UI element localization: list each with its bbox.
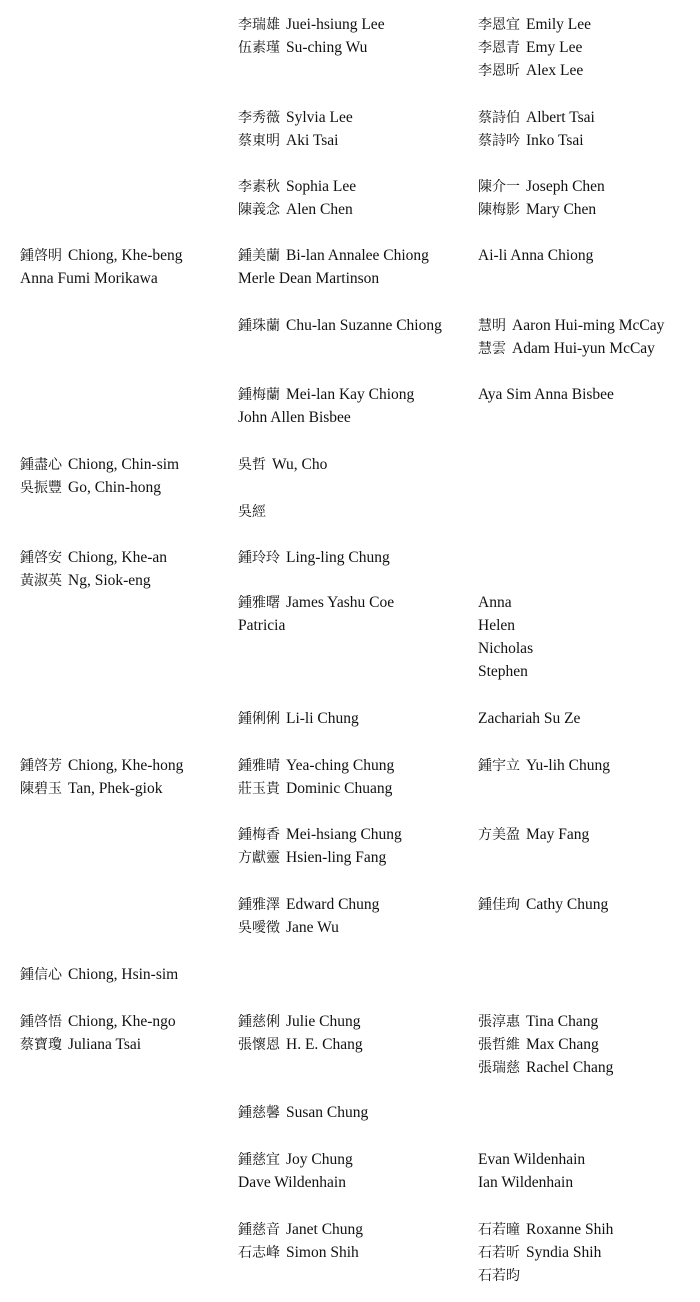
- chinese-name: 黃淑英: [20, 573, 62, 589]
- generation-child-column: [238, 500, 476, 523]
- generation-grandchild-column: [478, 106, 700, 152]
- english-name: Su-ching Wu: [286, 39, 368, 56]
- chinese-name: 李秀薇: [238, 110, 280, 126]
- english-name: Ng, Siok-eng: [68, 572, 151, 589]
- person-entry: [20, 754, 230, 777]
- person-entry: [478, 1264, 700, 1287]
- english-name: Emy Lee: [526, 39, 583, 56]
- generation-child-column: [238, 383, 476, 429]
- generation-child-column: [238, 1148, 476, 1194]
- person-entry: [478, 1056, 700, 1079]
- english-name: Julie Chung: [286, 1013, 361, 1030]
- generation-child-column: [238, 546, 476, 569]
- english-name: Anna: [478, 594, 512, 611]
- person-entry: [478, 754, 700, 777]
- chinese-name: 蔡寶瓊: [20, 1037, 62, 1053]
- person-entry: [238, 546, 476, 569]
- english-name: Merle Dean Martinson: [238, 270, 380, 287]
- generation-child-column: [238, 1101, 476, 1124]
- person-entry: [238, 175, 476, 198]
- chinese-name: 陳義念: [238, 202, 280, 218]
- english-name: May Fang: [526, 826, 590, 843]
- generation-child-column: [238, 453, 476, 476]
- english-name: Ian Wildenhain: [478, 1174, 574, 1191]
- person-entry: [238, 707, 476, 730]
- chinese-name: 吳振豐: [20, 480, 62, 496]
- chinese-name: 鍾玲玲: [238, 550, 280, 566]
- person-entry: [238, 383, 476, 406]
- english-name: Simon Shih: [286, 1244, 359, 1261]
- chinese-name: 李素秋: [238, 179, 280, 195]
- chinese-name: 鍾啓芳: [20, 758, 62, 774]
- chinese-name: 鍾美蘭: [238, 248, 280, 264]
- english-name: Dave Wildenhain: [238, 1174, 346, 1191]
- person-entry: [238, 1171, 476, 1194]
- english-name: Mary Chen: [526, 201, 597, 218]
- person-entry: [238, 13, 476, 36]
- generation-grandchild-column: [478, 175, 700, 221]
- person-entry: [238, 129, 476, 152]
- chinese-name: 李恩昕: [478, 63, 520, 79]
- person-entry: [238, 916, 476, 939]
- english-name: Jane Wu: [286, 919, 339, 936]
- generation-child-column: [238, 1010, 476, 1056]
- chinese-name: 吳哲: [238, 457, 266, 473]
- person-entry: [238, 846, 476, 869]
- chinese-name: 鍾雅澤: [238, 897, 280, 913]
- chinese-name: 鍾梅蘭: [238, 387, 280, 403]
- generation-grandchild-column: [478, 823, 700, 846]
- english-name: Juliana Tsai: [68, 1036, 142, 1053]
- person-entry: [238, 1033, 476, 1056]
- person-entry: [238, 1148, 476, 1171]
- chinese-name: 慧明: [478, 318, 506, 334]
- chinese-name: 慧雲: [478, 341, 506, 357]
- english-name: Anna Fumi Morikawa: [20, 270, 158, 287]
- person-entry: [478, 129, 700, 152]
- person-entry: [20, 453, 230, 476]
- chinese-name: 陳介一: [478, 179, 520, 195]
- chinese-name: 李恩宜: [478, 17, 520, 33]
- person-entry: [238, 1218, 476, 1241]
- english-name: Zachariah Su Ze: [478, 710, 581, 727]
- person-entry: [478, 614, 700, 637]
- generation-parent-column: [20, 754, 230, 800]
- english-name: Aki Tsai: [286, 132, 339, 149]
- english-name: Evan Wildenhain: [478, 1151, 586, 1168]
- english-name: Patricia: [238, 617, 286, 634]
- person-entry: [238, 893, 476, 916]
- english-name: Stephen: [478, 663, 528, 680]
- chinese-name: 陳碧玉: [20, 781, 62, 797]
- english-name: Yu-lih Chung: [526, 757, 610, 774]
- person-entry: [478, 707, 700, 730]
- chinese-name: 方獻靈: [238, 850, 280, 866]
- chinese-name: 張哲維: [478, 1037, 520, 1053]
- generation-child-column: [238, 1218, 476, 1264]
- chinese-name: 李恩青: [478, 40, 520, 56]
- generation-grandchild-column: [478, 707, 700, 730]
- english-name: Albert Tsai: [526, 109, 595, 126]
- english-name: Alen Chen: [286, 201, 353, 218]
- generation-child-column: [238, 754, 476, 800]
- person-entry: [478, 1218, 700, 1241]
- person-entry: [20, 1010, 230, 1033]
- english-name: Susan Chung: [286, 1104, 369, 1121]
- person-entry: [478, 591, 700, 614]
- person-entry: [238, 406, 476, 429]
- english-name: Chiong, Khe-hong: [68, 757, 184, 774]
- english-name: Tan, Phek-giok: [68, 780, 163, 797]
- english-name: Chu-lan Suzanne Chiong: [286, 317, 442, 334]
- person-entry: [238, 1010, 476, 1033]
- english-name: James Yashu Coe: [286, 594, 395, 611]
- person-entry: [238, 244, 476, 267]
- generation-parent-column: [20, 1010, 230, 1056]
- person-entry: [238, 614, 476, 637]
- english-name: Joseph Chen: [526, 178, 605, 195]
- chinese-name: 鍾珠蘭: [238, 318, 280, 334]
- chinese-name: 吳噯徵: [238, 920, 280, 936]
- chinese-name: 鍾啓安: [20, 550, 62, 566]
- generation-parent-column: [20, 244, 230, 290]
- generation-child-column: [238, 13, 476, 59]
- chinese-name: 石若昕: [478, 1245, 520, 1261]
- chinese-name: 石志峰: [238, 1245, 280, 1261]
- english-name: Adam Hui-yun McCay: [512, 340, 655, 357]
- english-name: Sylvia Lee: [286, 109, 353, 126]
- person-entry: [238, 36, 476, 59]
- english-name: Helen: [478, 617, 516, 634]
- english-name: Syndia Shih: [526, 1244, 602, 1261]
- english-name: Chiong, Hsin-sim: [68, 966, 179, 983]
- generation-grandchild-column: [478, 1010, 700, 1079]
- chinese-name: 鍾慈馨: [238, 1105, 280, 1121]
- english-name: Nicholas: [478, 640, 534, 657]
- generation-grandchild-column: [478, 13, 700, 82]
- english-name: Mei-hsiang Chung: [286, 826, 402, 843]
- generation-grandchild-column: [478, 383, 700, 406]
- english-name: Go, Chin-hong: [68, 479, 161, 496]
- generation-child-column: [238, 707, 476, 730]
- person-entry: [20, 1033, 230, 1056]
- person-entry: [238, 777, 476, 800]
- english-name: Edward Chung: [286, 896, 380, 913]
- person-entry: [238, 267, 476, 290]
- chinese-name: 方美盈: [478, 827, 520, 843]
- person-entry: [238, 500, 476, 523]
- person-entry: [20, 244, 230, 267]
- person-entry: [478, 1148, 700, 1171]
- person-entry: [478, 314, 700, 337]
- english-name: Chiong, Khe-an: [68, 549, 168, 566]
- english-name: Sophia Lee: [286, 178, 357, 195]
- generation-child-column: [238, 591, 476, 637]
- generation-grandchild-column: [478, 1218, 700, 1287]
- generation-child-column: [238, 175, 476, 221]
- english-name: H. E. Chang: [286, 1036, 363, 1053]
- english-name: Juei-hsiung Lee: [286, 16, 385, 33]
- person-entry: [478, 1033, 700, 1056]
- chinese-name: 伍素瑾: [238, 40, 280, 56]
- chinese-name: 鍾慈俐: [238, 1014, 280, 1030]
- chinese-name: 石若昀: [478, 1268, 520, 1284]
- english-name: Hsien-ling Fang: [286, 849, 387, 866]
- person-entry: [478, 1241, 700, 1264]
- generation-child-column: [238, 244, 476, 290]
- generation-child-column: [238, 823, 476, 869]
- chinese-name: 石若曈: [478, 1222, 520, 1238]
- person-entry: [478, 637, 700, 660]
- person-entry: [238, 314, 476, 337]
- person-entry: [478, 1171, 700, 1194]
- chinese-name: 吳經: [238, 504, 266, 520]
- person-entry: [238, 591, 476, 614]
- person-entry: [478, 36, 700, 59]
- person-entry: [20, 546, 230, 569]
- chinese-name: 鍾啓明: [20, 248, 62, 264]
- chinese-name: 陳梅影: [478, 202, 520, 218]
- chinese-name: 蔡詩伯: [478, 110, 520, 126]
- person-entry: [478, 106, 700, 129]
- person-entry: [478, 823, 700, 846]
- person-entry: [478, 198, 700, 221]
- english-name: Ling-ling Chung: [286, 549, 390, 566]
- person-entry: [478, 893, 700, 916]
- chinese-name: 鍾梅香: [238, 827, 280, 843]
- generation-child-column: [238, 893, 476, 939]
- chinese-name: 鍾佳珣: [478, 897, 520, 913]
- generation-grandchild-column: [478, 591, 700, 683]
- person-entry: [238, 198, 476, 221]
- english-name: Dominic Chuang: [286, 780, 393, 797]
- person-entry: [20, 777, 230, 800]
- english-name: Bi-lan Annalee Chiong: [286, 247, 429, 264]
- chinese-name: 鍾慈宜: [238, 1152, 280, 1168]
- english-name: Wu, Cho: [272, 456, 328, 473]
- chinese-name: 鍾慈音: [238, 1222, 280, 1238]
- generation-parent-column: [20, 546, 230, 592]
- person-entry: [478, 13, 700, 36]
- person-entry: [478, 337, 700, 360]
- english-name: Li-li Chung: [286, 710, 359, 727]
- english-name: Emily Lee: [526, 16, 591, 33]
- english-name: Aaron Hui-ming McCay: [512, 317, 665, 334]
- english-name: Rachel Chang: [526, 1059, 614, 1076]
- generation-child-column: [238, 106, 476, 152]
- chinese-name: 鍾信心: [20, 967, 62, 983]
- english-name: Cathy Chung: [526, 896, 609, 913]
- person-entry: [238, 1241, 476, 1264]
- english-name: Aya Sim Anna Bisbee: [478, 386, 614, 403]
- chinese-name: 張淳惠: [478, 1014, 520, 1030]
- english-name: Roxanne Shih: [526, 1221, 614, 1238]
- english-name: Mei-lan Kay Chiong: [286, 386, 415, 403]
- person-entry: [20, 963, 230, 986]
- person-entry: [478, 660, 700, 683]
- english-name: Ai-li Anna Chiong: [478, 247, 594, 264]
- english-name: Chiong, Chin-sim: [68, 456, 180, 473]
- generation-grandchild-column: [478, 244, 700, 267]
- chinese-name: 鍾宇立: [478, 758, 520, 774]
- english-name: Inko Tsai: [526, 132, 584, 149]
- person-entry: [478, 383, 700, 406]
- generation-grandchild-column: [478, 754, 700, 777]
- person-entry: [238, 453, 476, 476]
- person-entry: [238, 1101, 476, 1124]
- chinese-name: 蔡東明: [238, 133, 280, 149]
- chinese-name: 鍾盡心: [20, 457, 62, 473]
- english-name: Max Chang: [526, 1036, 599, 1053]
- english-name: Joy Chung: [286, 1151, 353, 1168]
- person-entry: [478, 59, 700, 82]
- generation-parent-column: [20, 453, 230, 499]
- chinese-name: 鍾俐俐: [238, 711, 280, 727]
- person-entry: [238, 754, 476, 777]
- chinese-name: 李瑞雄: [238, 17, 280, 33]
- chinese-name: 鍾啓悟: [20, 1014, 62, 1030]
- person-entry: [20, 267, 230, 290]
- person-entry: [238, 823, 476, 846]
- generation-grandchild-column: [478, 314, 700, 360]
- chinese-name: 鍾雅晴: [238, 758, 280, 774]
- chinese-name: 蔡詩吟: [478, 133, 520, 149]
- person-entry: [478, 175, 700, 198]
- generation-parent-column: [20, 963, 230, 986]
- person-entry: [20, 476, 230, 499]
- chinese-name: 張懷恩: [238, 1037, 280, 1053]
- english-name: Janet Chung: [286, 1221, 364, 1238]
- person-entry: [20, 569, 230, 592]
- person-entry: [238, 106, 476, 129]
- english-name: Yea-ching Chung: [286, 757, 395, 774]
- generation-grandchild-column: [478, 893, 700, 916]
- chinese-name: 張瑞慈: [478, 1060, 520, 1076]
- english-name: Alex Lee: [526, 62, 584, 79]
- person-entry: [478, 1010, 700, 1033]
- person-entry: [478, 244, 700, 267]
- english-name: Chiong, Khe-beng: [68, 247, 183, 264]
- chinese-name: 鍾雅曙: [238, 595, 280, 611]
- generation-grandchild-column: [478, 1148, 700, 1194]
- generation-child-column: [238, 314, 476, 337]
- english-name: John Allen Bisbee: [238, 409, 351, 426]
- english-name: Tina Chang: [526, 1013, 599, 1030]
- english-name: Chiong, Khe-ngo: [68, 1013, 176, 1030]
- chinese-name: 莊玉貴: [238, 781, 280, 797]
